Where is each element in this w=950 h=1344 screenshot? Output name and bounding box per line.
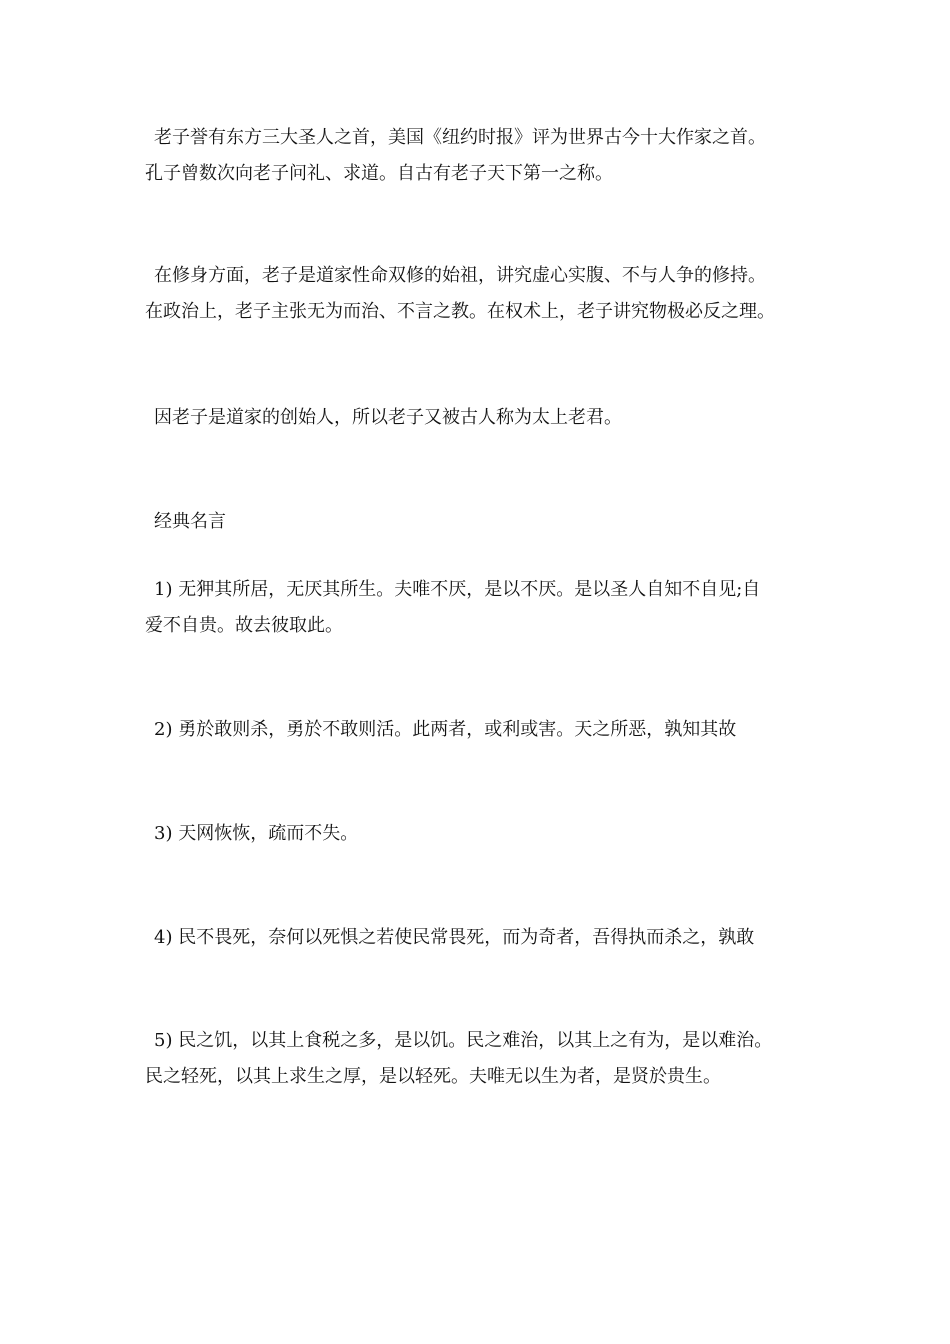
text-line: 在修身方面，老子是道家性命双修的始祖，讲究虚心实腹、不与人争的修持。: [154, 265, 766, 286]
text-line: 孔子曾数次向老子问礼、求道。自古有老子天下第一之称。: [145, 163, 613, 184]
paragraph-laozi-reputation: [145, 120, 825, 192]
section-heading-classic-quotes: [145, 504, 825, 540]
quote-item-2: [145, 712, 825, 748]
text-line: 在政治上，老子主张无为而治、不言之教。在权术上，老子讲究物极必反之理。: [145, 301, 775, 322]
quote-item-3: [145, 816, 825, 852]
text-line: 因老子是道家的创始人，所以老子又被古人称为太上老君。: [154, 407, 622, 428]
section-heading: 经典名言: [154, 511, 226, 532]
text-line: 老子誉有东方三大圣人之首，美国《纽约时报》评为世界古今十大作家之首。: [154, 127, 766, 148]
quote-item-1: [145, 572, 825, 644]
quote-item-4: [145, 920, 825, 956]
text-line: 5) 民之饥，以其上食税之多，是以饥。民之难治，以其上之有为，是以难治。: [154, 1030, 773, 1051]
text-line: 爱不自贵。故去彼取此。: [145, 615, 343, 636]
text-line: 1) 无狎其所居，无厌其所生。夫唯不厌，是以不厌。是以圣人自知不自见;自: [154, 579, 761, 600]
quote-item-5: [145, 1023, 825, 1095]
text-line: 4) 民不畏死，奈何以死惧之若使民常畏死，而为奇者，吾得执而杀之，孰敢: [154, 927, 755, 948]
text-line: 3) 天网恢恢，疏而不失。: [154, 823, 359, 844]
text-line: 民之轻死，以其上求生之厚，是以轻死。夫唯无以生为者，是贤於贵生。: [145, 1066, 721, 1087]
text-line: 2) 勇於敢则杀，勇於不敢则活。此两者，或利或害。天之所恶，孰知其故: [154, 719, 737, 740]
paragraph-laozi-teachings: [145, 258, 825, 330]
paragraph-taishang-laojun: [145, 400, 825, 436]
